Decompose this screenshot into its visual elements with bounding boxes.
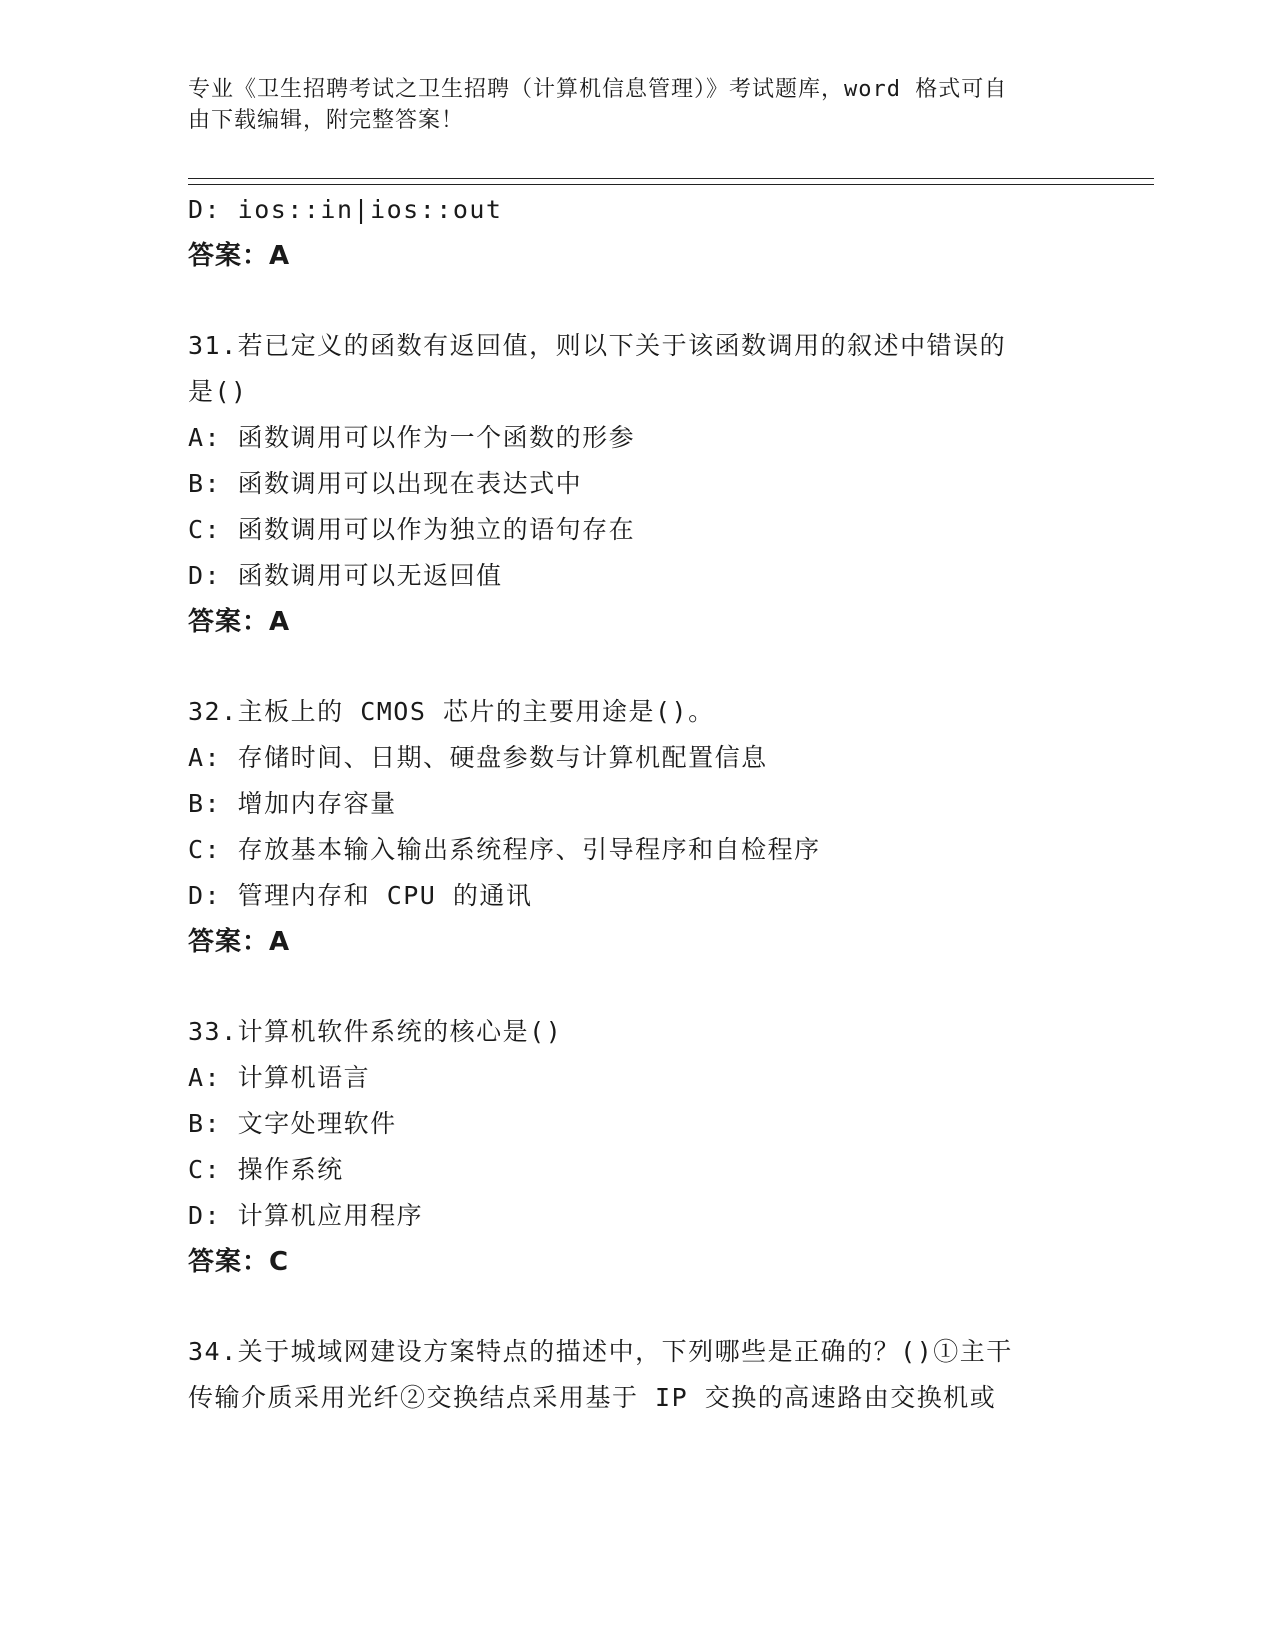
option-a: A: 函数调用可以作为一个函数的形参: [188, 423, 636, 452]
option-d: D: ios::in|ios::out: [188, 195, 503, 224]
header-line-2: 由下载编辑，附完整答案！: [188, 108, 465, 133]
answer-line: 答案：A: [188, 927, 291, 957]
option-a: A: 计算机语言: [188, 1063, 371, 1092]
question-stem: 34.关于城域网建设方案特点的描述中，下列哪些是正确的？()①主干: [188, 1337, 1013, 1366]
previous-question-tail: [188, 193, 1088, 285]
question-34: [188, 1335, 1088, 1427]
spacer: [188, 285, 1088, 329]
option-a: A: 存储时间、日期、硬盘参数与计算机配置信息: [188, 743, 768, 772]
option-c: C: 存放基本输入输出系统程序、引导程序和自检程序: [188, 835, 821, 864]
option-c: C: 操作系统: [188, 1155, 344, 1184]
answer-line: 答案：A: [188, 607, 291, 637]
header-rule-top: [188, 178, 1154, 179]
option-d: D: 计算机应用程序: [188, 1201, 424, 1230]
spacer: [188, 1291, 1088, 1335]
document-header: [188, 74, 1068, 136]
option-b: B: 增加内存容量: [188, 789, 397, 818]
question-stem: 33.计算机软件系统的核心是(): [188, 1017, 563, 1046]
option-b: B: 函数调用可以出现在表达式中: [188, 469, 583, 498]
question-stem: 31.若已定义的函数有返回值，则以下关于该函数调用的叙述中错误的: [188, 331, 1007, 360]
answer-line: 答案：C: [188, 1247, 290, 1277]
option-b: B: 文字处理软件: [188, 1109, 397, 1138]
header-rule-bottom: [188, 184, 1154, 185]
option-d: D: 函数调用可以无返回值: [188, 561, 503, 590]
question-stem: 32.主板上的 CMOS 芯片的主要用途是()。: [188, 697, 715, 726]
question-31: [188, 329, 1088, 651]
spacer: [188, 651, 1088, 695]
question-stem-continued: 是(): [188, 377, 248, 406]
header-line-1: 专业《卫生招聘考试之卫生招聘（计算机信息管理）》考试题库，word 格式可自: [188, 77, 1008, 102]
question-stem-continued: 传输介质采用光纤②交换结点采用基于 IP 交换的高速路由交换机或: [188, 1383, 997, 1412]
answer-line: 答案：A: [188, 241, 291, 271]
spacer: [188, 971, 1088, 1015]
question-content: [188, 193, 1088, 1427]
option-d: D: 管理内存和 CPU 的通讯: [188, 881, 533, 910]
question-33: [188, 1015, 1088, 1291]
option-c: C: 函数调用可以作为独立的语句存在: [188, 515, 636, 544]
question-32: [188, 695, 1088, 971]
